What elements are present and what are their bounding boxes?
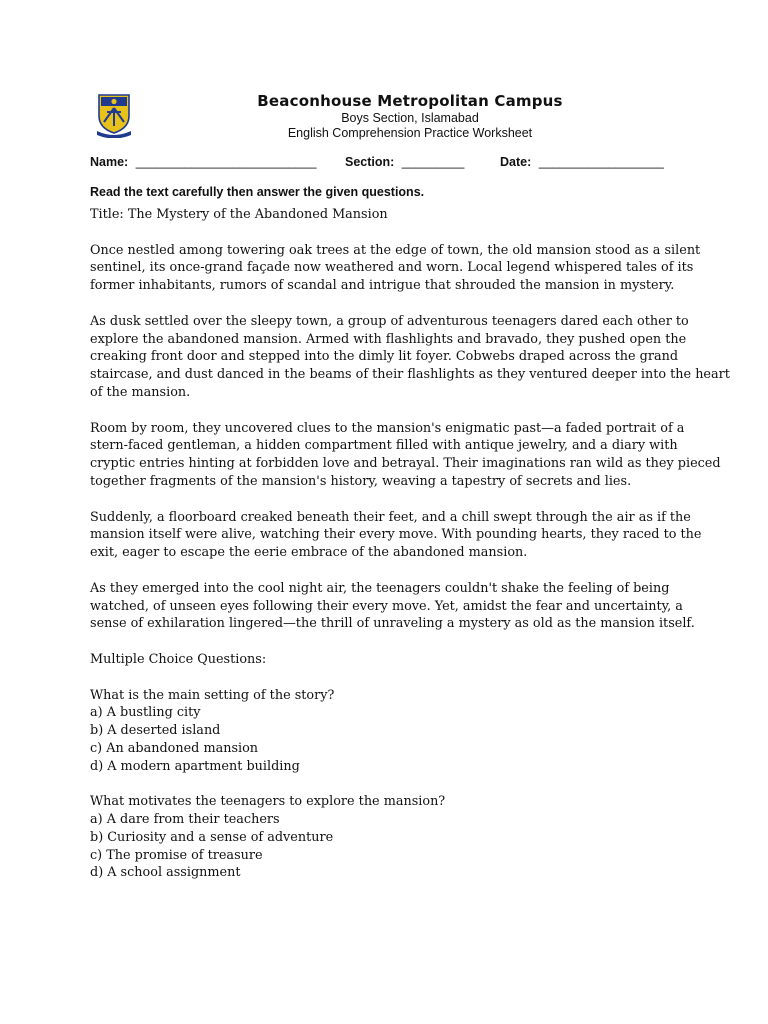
paragraph-line: exit, eager to escape the eerie embrace of the abandoned mansion. <box>90 545 528 561</box>
paragraph-line: cryptic entries hinting at forbidden love and betrayal. Their imaginations ran wild as they pieced <box>90 456 721 472</box>
paragraph-line: As they emerged into the cool night air, the teenagers couldn't shake the feeling of being <box>90 580 670 596</box>
story-title: Title: The Mystery of the Abandoned Mansion <box>90 207 388 222</box>
paragraph-line: Once nestled among towering oak trees at the edge of town, the old mansion stood as a silent <box>90 242 701 258</box>
mcq-question-2 <box>90 793 680 882</box>
paragraph-line: stern-faced gentleman, a hidden compartment filled with antique jewelry, and a diary with <box>90 438 678 454</box>
instruction-text: Read the text carefully then answer the given questions. <box>90 185 425 199</box>
section-line: Boys Section, Islamabad <box>341 111 479 125</box>
paragraph-line: mansion itself were alive, watching their every move. With pounding hearts, they raced to the <box>90 527 702 543</box>
paragraph-line: explore the abandoned mansion. Armed with flashlights and bravado, they pushed open the <box>90 331 687 347</box>
story-paragraph-4 <box>90 509 702 562</box>
crest-icon <box>95 92 133 138</box>
mcq-question-1 <box>90 687 680 776</box>
mcq-heading: Multiple Choice Questions: <box>90 651 267 667</box>
question-text: What is the main setting of the story? <box>90 687 335 703</box>
worksheet-body <box>90 206 730 882</box>
section-blank[interactable]: _________ <box>401 155 465 169</box>
name-field[interactable] <box>90 155 316 169</box>
option-b[interactable]: b) A deserted island <box>90 723 221 739</box>
paragraph-line: As dusk settled over the sleepy town, a group of adventurous teenagers dared each other to <box>90 313 689 329</box>
section-field[interactable] <box>345 155 464 169</box>
option-d[interactable]: d) A school assignment <box>90 865 241 881</box>
paragraph-line: Suddenly, a floorboard creaked beneath their feet, and a chill swept through the air as if the <box>90 509 691 525</box>
paragraph-line: of the mansion. <box>90 384 191 400</box>
story-paragraph-5 <box>90 580 695 633</box>
date-field[interactable] <box>500 155 664 169</box>
paragraph-line: sentinel, its once-grand façade now weathered and worn. Local legend whispered tales of its <box>90 260 694 276</box>
school-crest-logo <box>95 92 133 138</box>
paragraph-line: former inhabitants, rumors of scandal and intrigue that shrouded the mansion in mystery. <box>90 278 675 294</box>
worksheet-title: English Comprehension Practice Worksheet <box>287 126 533 140</box>
paragraph-line: creaking front door and stepped into the dimly lit foyer. Cobwebs draped across the grand <box>90 349 679 365</box>
paragraph-line: staircase, and dust danced in the beams of their flashlights as they ventured deeper into the heart <box>90 367 730 383</box>
paragraph-line: sense of exhilaration lingered—the thrill of unraveling a mystery as old as the mansion itself. <box>90 616 695 632</box>
story-paragraph-1 <box>90 242 701 295</box>
option-c[interactable]: c) The promise of treasure <box>90 847 263 863</box>
student-info-fields <box>90 155 690 173</box>
worksheet-header <box>200 92 620 141</box>
question-text: What motivates the teenagers to explore the mansion? <box>90 794 446 810</box>
section-label: Section: <box>345 155 395 169</box>
paragraph-line: together fragments of the mansion's history, weaving a tapestry of secrets and lies. <box>90 473 632 489</box>
school-name: Beaconhouse Metropolitan Campus <box>257 92 563 110</box>
option-d[interactable]: d) A modern apartment building <box>90 758 300 774</box>
date-label: Date: <box>500 155 532 169</box>
option-a[interactable]: a) A dare from their teachers <box>90 812 280 828</box>
option-c[interactable]: c) An abandoned mansion <box>90 740 259 756</box>
story-paragraph-2 <box>90 313 730 402</box>
option-b[interactable]: b) Curiosity and a sense of adventure <box>90 829 334 845</box>
story-paragraph-3 <box>90 420 721 491</box>
name-label: Name: <box>90 155 129 169</box>
paragraph-line: Room by room, they uncovered clues to the mansion's enigmatic past—a faded portrait of a <box>90 420 685 436</box>
name-blank[interactable]: __________________________ <box>135 155 317 169</box>
option-a[interactable]: a) A bustling city <box>90 705 201 721</box>
date-blank[interactable]: __________________ <box>538 155 664 169</box>
paragraph-line: watched, of unseen eyes following their every move. Yet, amidst the fear and uncertainty, a <box>90 598 683 614</box>
